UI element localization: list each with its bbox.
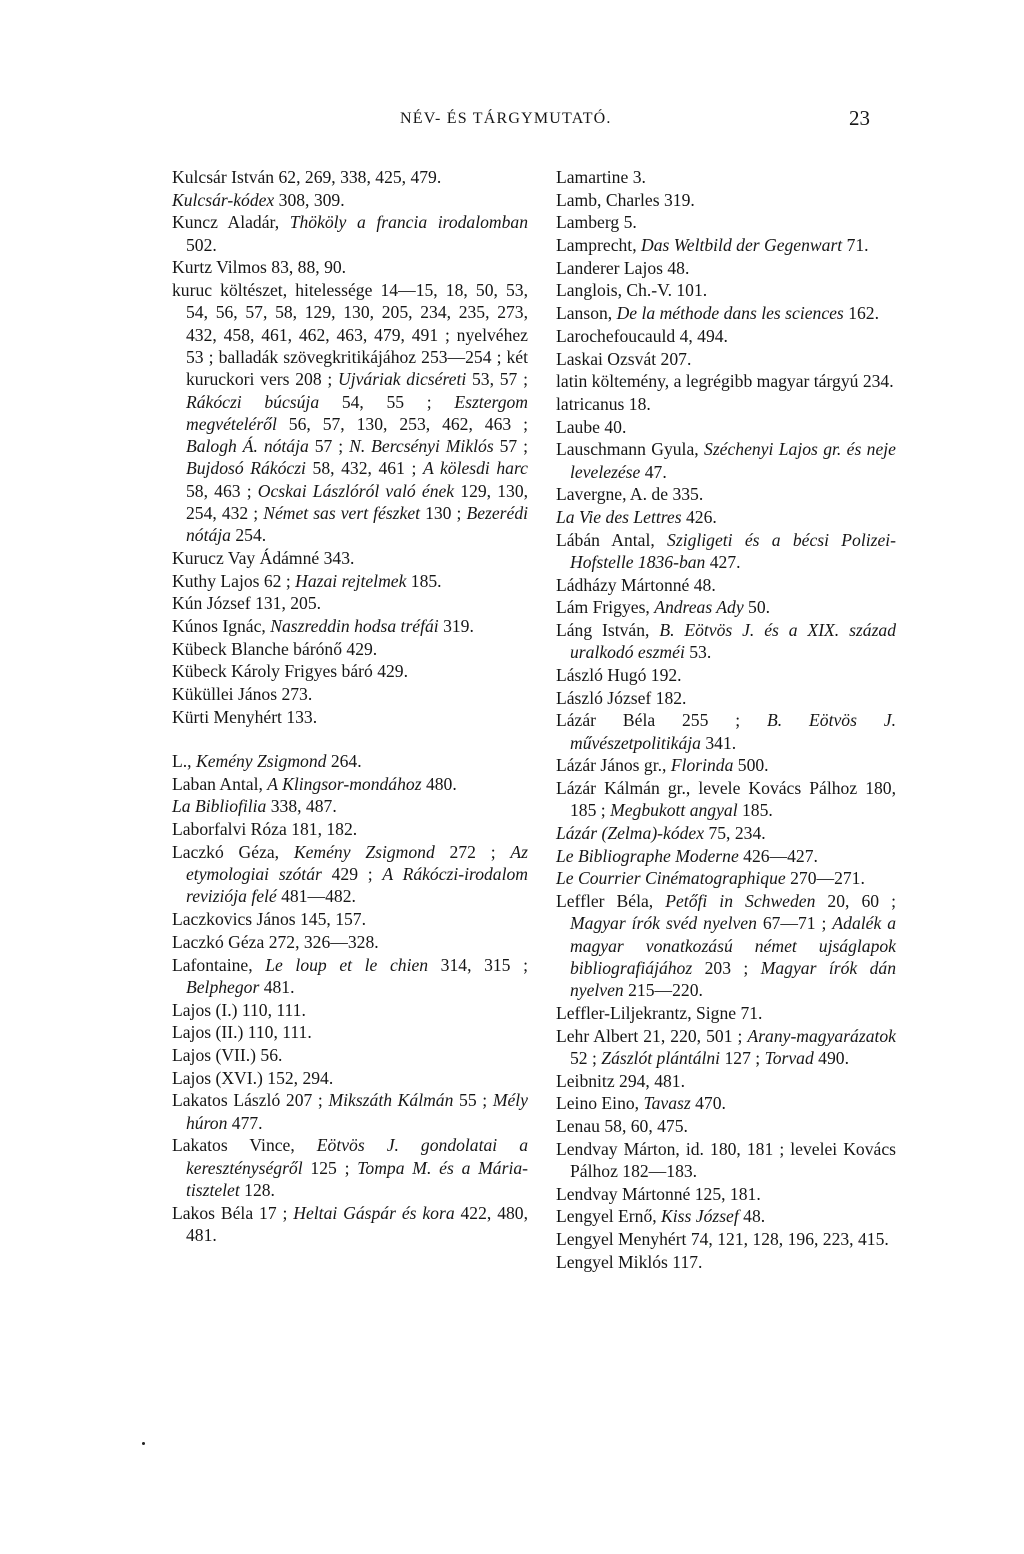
index-entry: László Hugó 192. [556, 664, 682, 685]
index-entry: Laczkó Géza 272, 326—328. [172, 931, 379, 952]
index-entry: Lengyel Ernő, Kiss József 48. [556, 1206, 766, 1227]
index-entry: Kún József 131, 205. [172, 593, 322, 614]
index-entry: La Vie des Lettres 426. [556, 506, 717, 527]
index-entry: Lamprecht, Das Weltbild der Gegenwart 71. [556, 235, 869, 256]
page-number: 23 [849, 106, 870, 130]
index-entry: Laczkó Géza, Kemény Zsigmond 272 ; Az etymologiai szótár 429 ; A Rákóczi-irodalom reviziója felé 481—482. [172, 841, 528, 907]
index-entry: Kübeck Blanche bárónő 429. [172, 638, 378, 659]
index-entry: Kulcsár-kódex 308, 309. [172, 189, 345, 210]
running-title: NÉV- ÉS TÁRGYMUTATÓ. [400, 110, 612, 127]
index-entry: Lenau 58, 60, 475. [556, 1115, 688, 1136]
index-entry: Lám Frigyes, Andreas Ady 50. [556, 597, 771, 618]
index-entry: La Bibliofilia 338, 487. [172, 796, 337, 817]
index-entry: Landerer Lajos 48. [556, 257, 690, 278]
index-entry: Laborfalvi Róza 181, 182. [172, 819, 358, 840]
index-entry: Laczkovics János 145, 157. [172, 909, 366, 930]
index-entry: Lajos (XVI.) 152, 294. [172, 1067, 334, 1088]
index-entry: Lajos (VII.) 56. [172, 1044, 283, 1065]
index-column-left [172, 166, 528, 1247]
index-entry: Kurucz Vay Ádámné 343. [172, 548, 355, 568]
index-entry: Lendvay Márton, id. 180, 181 ; levelei Kovács Pálhoz 182—183. [556, 1138, 896, 1181]
index-entry: Lanson, De la méthode dans les sciences 162. [556, 303, 879, 324]
index-entry: Le Courrier Cinématographique 270—271. [556, 868, 865, 889]
index-entry: Láng István, B. Eötvös J. és a XIX. század uralkodó eszméi 53. [556, 619, 897, 663]
index-entry: Kuncz Aladár, Thököly a francia irodalomban 502. [172, 212, 528, 255]
index-entry: Lendvay Mártonné 125, 181. [556, 1183, 761, 1204]
index-entry: Lakatos Vince, Eötvös J. gondolatai a kereszténységről 125 ; Tompa M. és a Mária-tisztelet 128. [172, 1135, 528, 1200]
index-entry: Lengyel Miklós 117. [556, 1251, 703, 1272]
index-entry: Küküllei János 273. [172, 684, 313, 705]
index-entry: Lauschmann Gyula, Széchenyi Lajos gr. és neje levelezése 47. [556, 439, 896, 482]
index-entry: Lázár (Zelma)-kódex 75, 234. [556, 822, 766, 843]
index-entry: Lakos Béla 17 ; Heltai Gáspár és kora 422, 480, 481. [172, 1202, 528, 1245]
index-entry: Kuthy Lajos 62 ; Hazai rejtelmek 185. [172, 570, 442, 591]
index-entry: Lázár János gr., Florinda 500. [556, 755, 769, 776]
index-entry: L., Kemény Zsigmond 264. [172, 751, 362, 772]
index-entry: Larochefoucauld 4, 494. [556, 325, 728, 346]
index-entry: Lábán Antal, Szigligeti és a bécsi Polizei-Hofstelle 1836-ban 427. [556, 529, 896, 572]
stray-ink-mark [142, 1442, 145, 1445]
index-entry: Kurtz Vilmos 83, 88, 90. [172, 257, 347, 278]
index-entry: Lamartine 3. [556, 167, 646, 187]
running-head [170, 106, 870, 136]
index-entry: Laban Antal, A Klingsor-mondához 480. [172, 773, 457, 794]
index-entry: Kübeck Károly Frigyes báró 429. [172, 661, 408, 682]
index-entry: Laube 40. [556, 416, 627, 437]
index-entry: Lajos (I.) 110, 111. [172, 999, 306, 1020]
index-entry: Lengyel Menyhért 74, 121, 128, 196, 223, 415. [556, 1229, 889, 1250]
index-entry: Lamberg 5. [556, 212, 637, 233]
index-entry: László József 182. [556, 687, 687, 708]
index-entry: latricanus 18. [556, 393, 651, 414]
index-entry: Le Bibliographe Moderne 426—427. [556, 845, 818, 866]
index-entry: latin költemény, a legrégibb magyar tárgyú 234. [556, 371, 894, 392]
index-entry: Langlois, Ch.-V. 101. [556, 280, 708, 301]
index-entry: Leibnitz 294, 481. [556, 1070, 685, 1091]
index-entry: Kürti Menyhért 133. [172, 706, 318, 727]
index-entry: Lavergne, A. de 335. [556, 484, 704, 505]
index-entry: Laskai Ozsvát 207. [556, 348, 692, 369]
index-column-right [556, 166, 896, 1273]
index-entry: Leino Eino, Tavasz 470. [556, 1093, 726, 1114]
index-entry: Leffler Béla, Petőfi in Schweden 20, 60 ; Magyar írók svéd nyelven 67—71 ; Adalék a magyar vonatkozású német ujságlapok bibliografiájához 203 ; Magyar írók dán nyelven 215—220. [556, 891, 896, 1001]
index-entry: Lajos (II.) 110, 111. [172, 1022, 312, 1043]
index-entry: Lázár Kálmán gr., levele Kovács Pálhoz 180, 185 ; Megbukott angyal 185. [556, 778, 896, 821]
index-entry: Lehr Albert 21, 220, 501 ; Arany-magyarázatok 52 ; Zászlót plántálni 127 ; Torvad 490. [556, 1025, 896, 1068]
index-entry: Lafontaine, Le loup et le chien 314, 315 ; Belphegor 481. [172, 954, 528, 997]
index-entry: Lakatos László 207 ; Mikszáth Kálmán 55 ; Mély húron 477. [172, 1090, 528, 1133]
index-entry: Leffler-Liljekrantz, Signe 71. [556, 1002, 763, 1023]
index-entry: Lamb, Charles 319. [556, 189, 695, 210]
index-entry: kuruc költészet, hitelessége 14—15, 18, 50, 53, 54, 56, 57, 58, 129, 130, 205, 234, 235, 273, 432, 458, 461, 462, 463, 479, 491 ; nyelvéhez 53 ; balladák szövegkritikájához 253—254 ; két kuruckori vers 208 ; Ujváriak dicséreti 53, 57 ; Rákóczi búcsúja 54, 55 ; Esztergom megvételéről 56, 57, 130, 253, 462, 463 ; Balogh Á. nótája 57 ; N. Bercsényi Miklós 57 ; Bujdosó Rákóczi 58, 432, 461 ; A kölesdi harc 58, 463 ; Ocskai Lászlóról való ének 129, 130, 254, 432 ; Német sas vert fészket 130 ; Bezerédi nótája 254. [172, 280, 529, 546]
index-entry: Kulcsár István 62, 269, 338, 425, 479. [172, 167, 442, 187]
index-entry: Kúnos Ignác, Naszreddin hodsa tréfái 319. [172, 616, 474, 637]
index-entry: Ládházy Mártonné 48. [556, 574, 716, 595]
index-entry: Lázár Béla 255 ; B. Eötvös J. művészetpolitikája 341. [556, 710, 896, 753]
